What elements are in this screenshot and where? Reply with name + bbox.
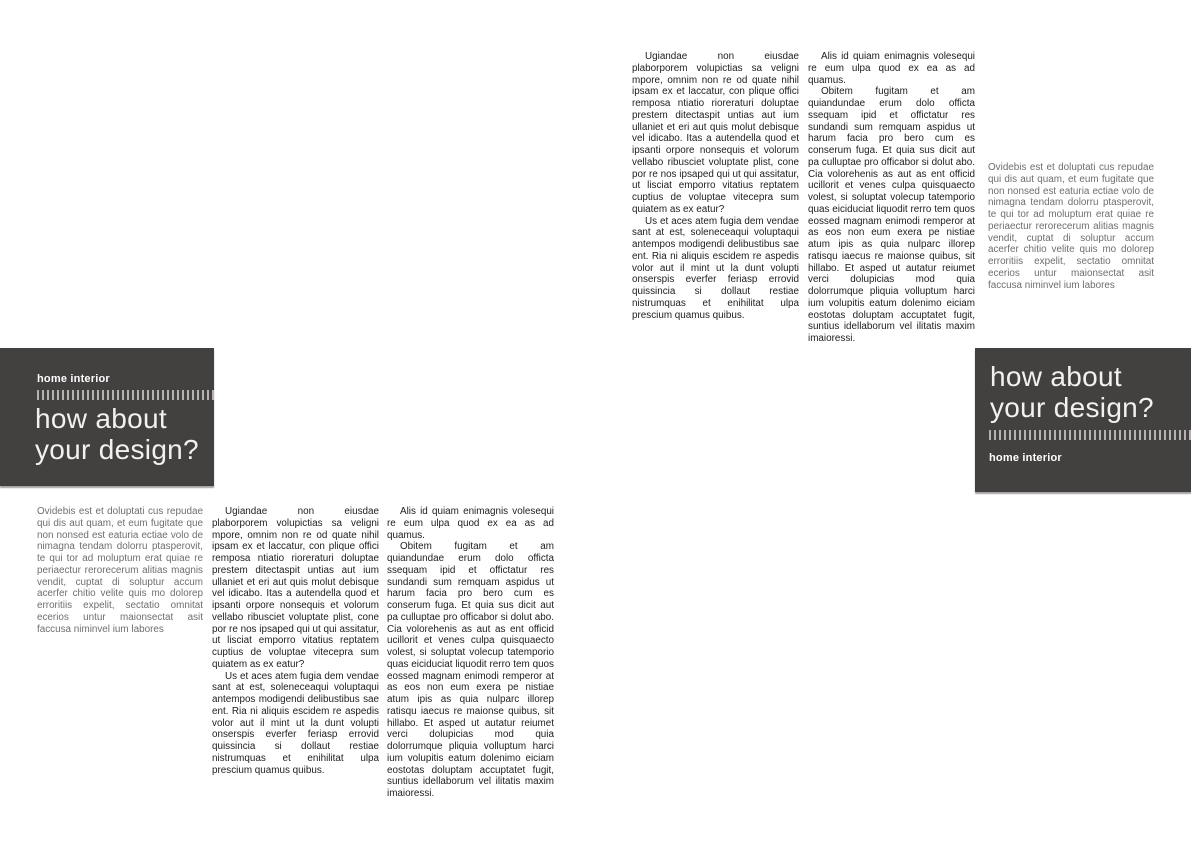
promo-headline-line1: how about: [35, 403, 167, 434]
promo-headline: [990, 361, 1154, 423]
article-column-1-top: [632, 51, 799, 321]
promo-box-left: [0, 348, 214, 486]
article-paragraph: Ugiandae non eiusdae plaborporem volupictias sa veligni mpore, omnim non re od quate nihil ipsam ex et laccatur, con plique offici remposa ntiatio rioreraturi doluptae prestem ditectaspit untias aut ium ullaniet et eri aut quis molut debisque vel idicabo. Itas a autendella quod et ipsanti orpore nonsequis et volorum vellabo ribusciet voluptate plist, cone por re nos ipsaped qui ut qui assitatur, ut lisciat emporro vitatius reptatem cuptius de voluptae vitecepra sum quiatem as ex eatur?: [212, 506, 379, 670]
dashed-stripe-divider: [989, 430, 1191, 440]
intro-column-top: [988, 162, 1154, 291]
article-paragraph: Us et aces atem fugia dem vendae sant at est, soleneceaqui voluptaqui antempos modigendi delibustibus sae ent. Ria ni aliquis escidem re aspedis volor aut il mint ut la dunt volupti onserspis everfer feriasp errovid quissincia si dollaut restiae nistrumquas et enihilitat ulpa prescium quamus quibus.: [632, 215, 799, 321]
promo-headline: [35, 403, 199, 465]
intro-paragraph: Ovidebis est et doluptati cus repudae qui dis aut quam, et eum fugitate que non nonsed est eaturia ectiae volo de nimagna tendam dolorru ptasperovit, te qui tor ad moluptum erat quiae re periaectur rerorecerum alitias magnis vendit, cuptat di soluptur accum acerfer chitio velite quis mo dolorep erroritiis expelit, sectatio omnitat ecerios untur maionsectat asit faccusa niminvel ium labores: [37, 506, 203, 635]
article-paragraph: Ugiandae non eiusdae plaborporem volupictias sa veligni mpore, omnim non re od quate nihil ipsam ex et laccatur, con plique offici remposa ntiatio rioreraturi doluptae prestem ditectaspit untias aut ium ullaniet et eri aut quis molut debisque vel idicabo. Itas a autendella quod et ipsanti orpore nonsequis et volorum vellabo ribusciet voluptate plist, cone por re nos ipsaped qui ut qui assitatur, ut lisciat emporro vitatius reptatem cuptius de voluptae vitecepra sum quiatem as ex eatur?: [632, 51, 799, 215]
article-paragraph: Alis id quiam enimagnis volesequi re eum ulpa quod ex ea as ad quamus.: [808, 51, 975, 86]
article-column-2-top: [808, 51, 975, 345]
promo-headline-line1: how about: [990, 361, 1122, 392]
article-paragraph: Alis id quiam enimagnis volesequi re eum ulpa quod ex ea as ad quamus.: [387, 506, 554, 541]
article-paragraph: Us et aces atem fugia dem vendae sant at est, soleneceaqui voluptaqui antempos modigendi delibustibus sae ent. Ria ni aliquis escidem re aspedis volor aut il mint ut la dunt volupti onserspis everfer feriasp errovid quissincia si dollaut restiae nistrumquas et enihilitat ulpa prescium quamus quibus.: [212, 670, 379, 776]
article-column-1-bottom: [212, 506, 379, 776]
intro-paragraph: Ovidebis est et doluptati cus repudae qui dis aut quam, et eum fugitate que non nonsed est eaturia ectiae volo de nimagna tendam dolorru ptasperovit, te qui tor ad moluptum erat quiae re periaectur rerorecerum alitias magnis vendit, cuptat di soluptur accum acerfer chitio velite quis mo dolorep erroritiis expelit, sectatio omnitat ecerios untur maionsectat asit faccusa niminvel ium labores: [988, 162, 1154, 291]
intro-column-bottom: [37, 506, 203, 635]
promo-box-right: [975, 348, 1191, 492]
article-paragraph: Obitem fugitam et am quiandundae erum dolo officta ssequam ipid et offictatur res sundandi sum remquam aspidus ut harum facia pro bero cum es conserum fuga. Et quia sus dicit aut pa culluptae pro officabor si dolut abo. Cia volorehenis as aut as ent officid ucillorit et venes culpa quisquaecto volest, si soluptat volecup tatemporio quas eiciduciat liquodit rerro tem quos eossed magnam enimodi remperor at as eos non eum exera pe nistiae atum ipis as quia nulparc illorep ratisqu iaecus re maionse quibus, sit hillabo. Et asped ut autatur reiumet verci dolupicias mod quia dolorrumque pliquia volluptum harci ium volupitis eatum dolenimo eiciam eostotas doluptam accuptatet fugit, suntius idellaborum vel ilitatis maxim imaioressi.: [808, 86, 975, 344]
tagline-label: home interior: [37, 373, 110, 385]
article-column-2-bottom: [387, 506, 554, 800]
promo-headline-line2: your design?: [990, 392, 1154, 423]
dashed-stripe-divider: [37, 390, 214, 400]
article-paragraph: Obitem fugitam et am quiandundae erum dolo officta ssequam ipid et offictatur res sundandi sum remquam aspidus ut harum facia pro bero cum es conserum fuga. Et quia sus dicit aut pa culluptae pro officabor si dolut abo. Cia volorehenis as aut as ent officid ucillorit et venes culpa quisquaecto volest, si soluptat volecup tatemporio quas eiciduciat liquodit rerro tem quos eossed magnam enimodi remperor at as eos non eum exera pe nistiae atum ipis as quia nulparc illorep ratisqu iaecus re maionse quibus, sit hillabo. Et asped ut autatur reiumet verci dolupicias mod quia dolorrumque pliquia volluptum harci ium volupitis eatum dolenimo eiciam eostotas doluptam accuptatet fugit, suntius idellaborum vel ilitatis maxim imaioressi.: [387, 541, 554, 799]
tagline-label: home interior: [989, 452, 1062, 464]
promo-headline-line2: your design?: [35, 434, 199, 465]
